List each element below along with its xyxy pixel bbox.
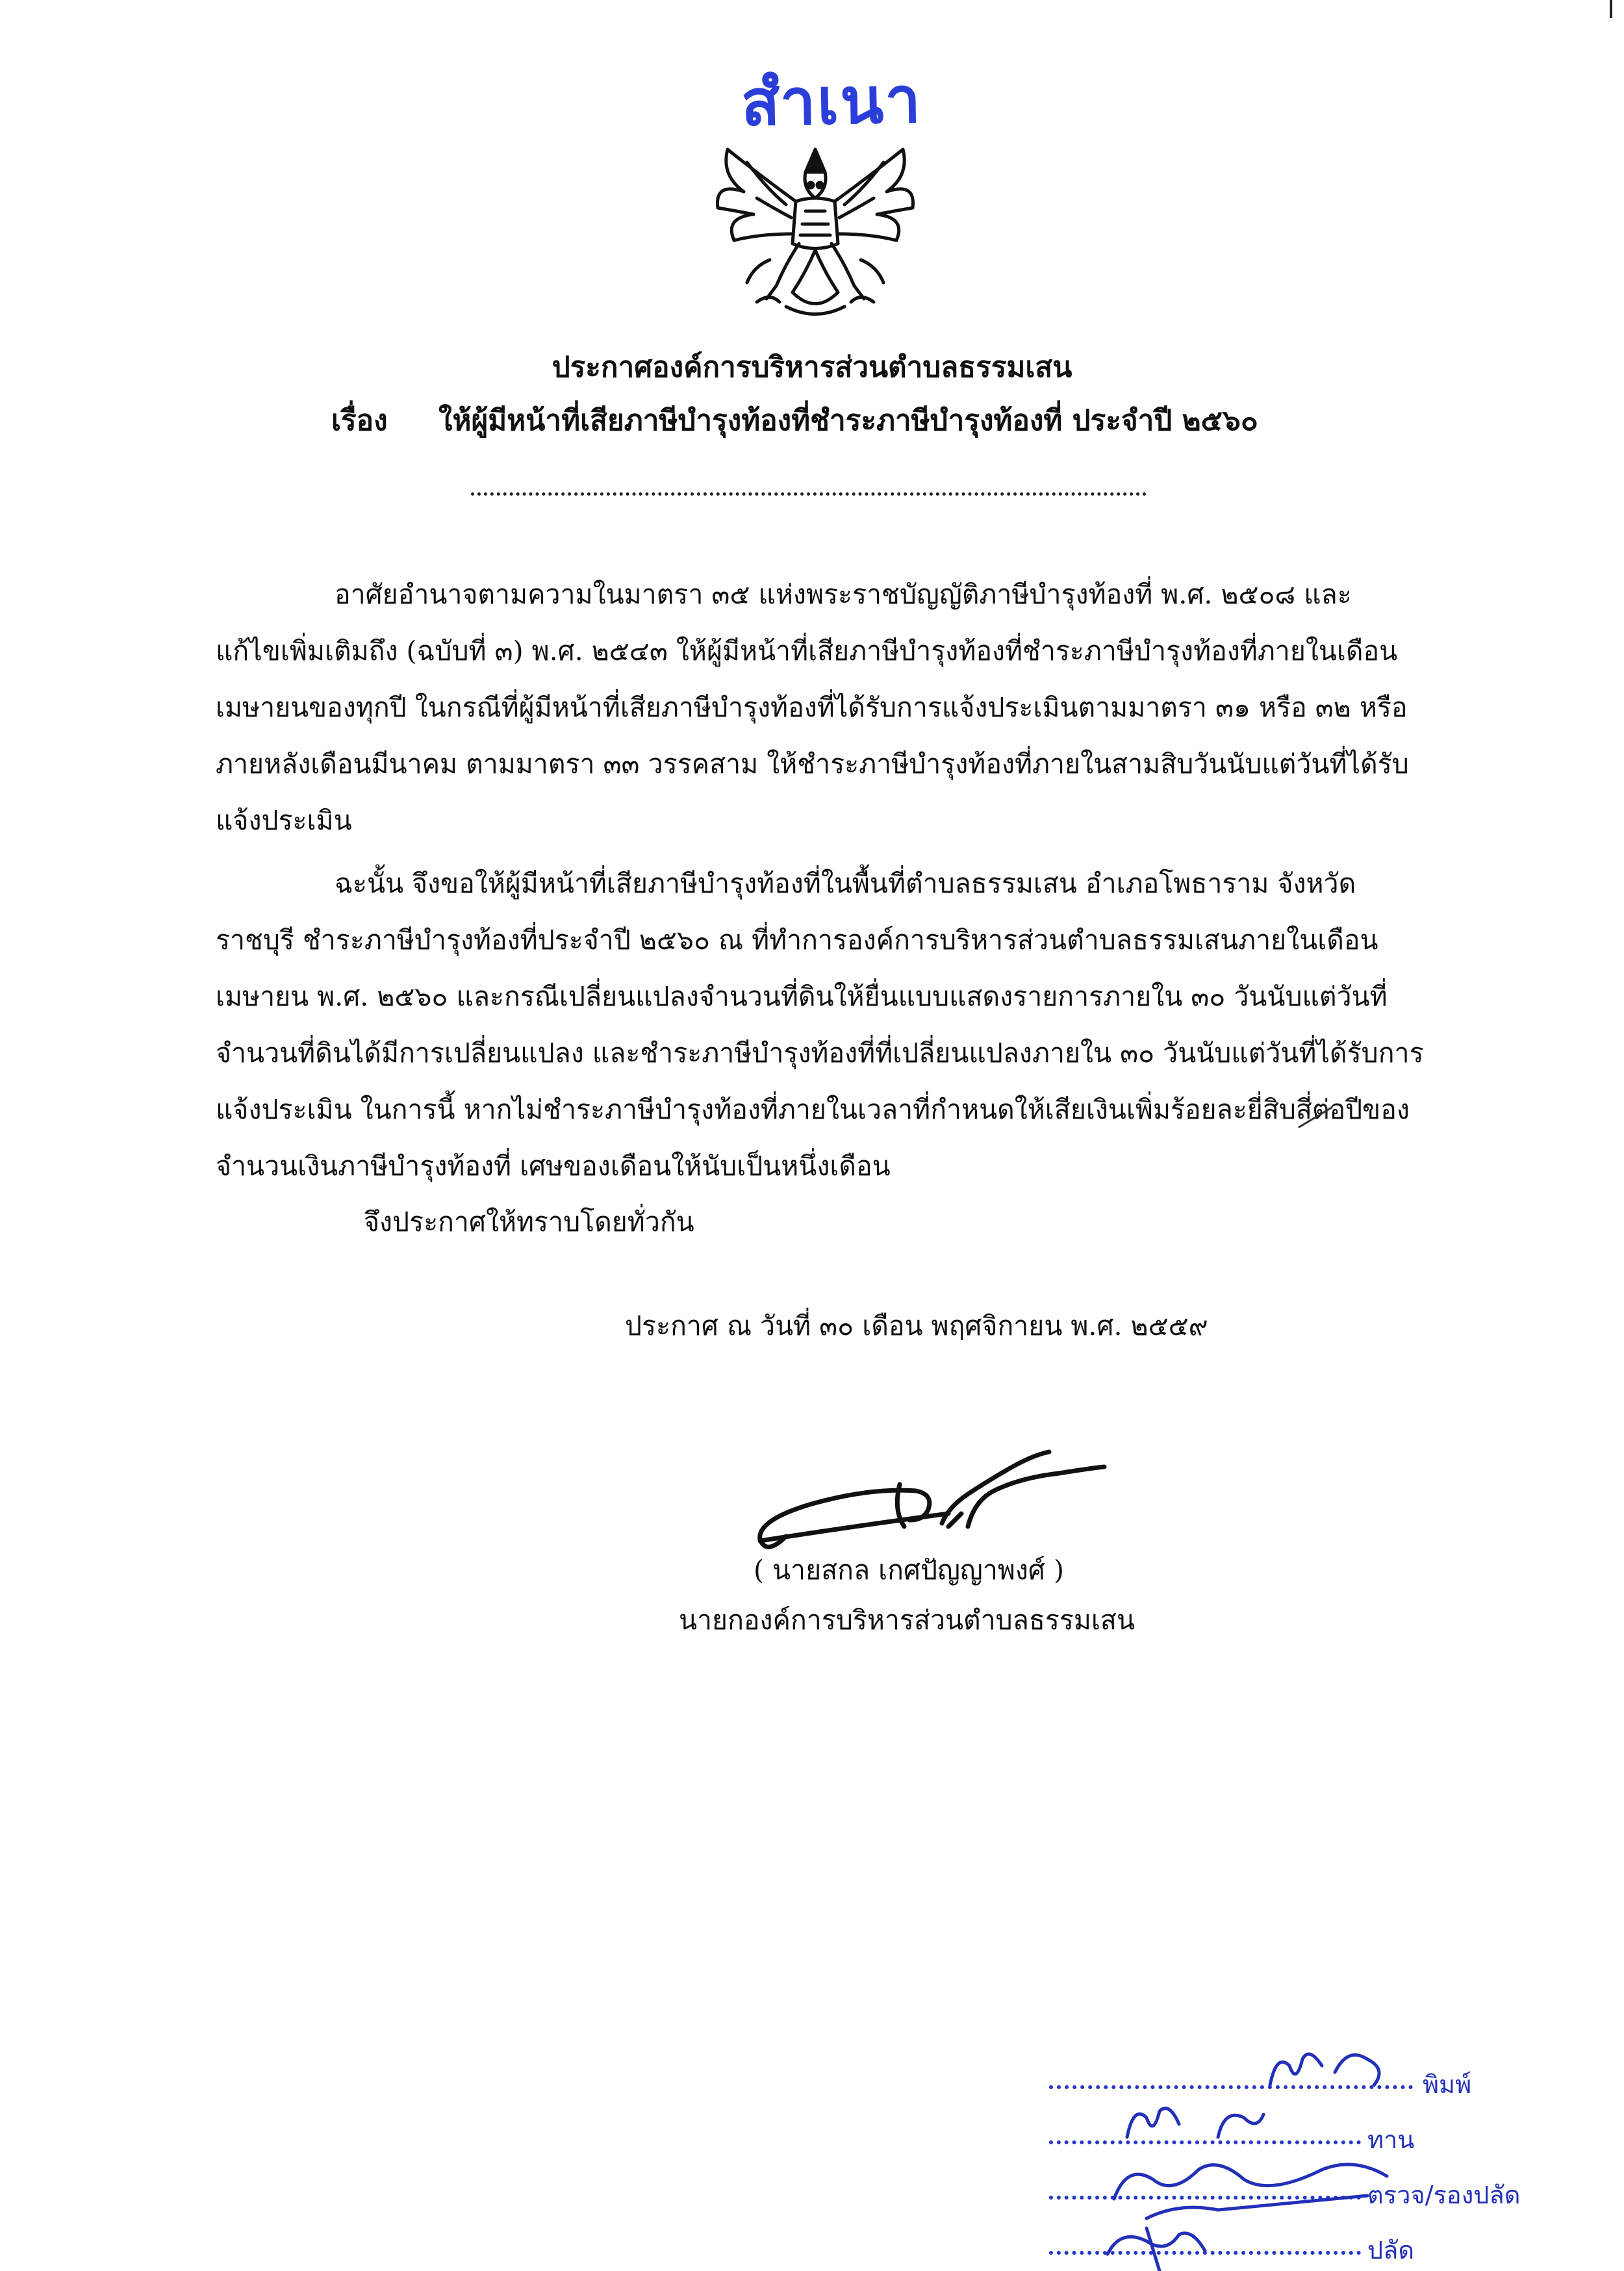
signatory-position: นายกองค์การบริหารส่วนตำบลธรรมเสน — [679, 1605, 1135, 1636]
routing-label: ปลัด — [1367, 2236, 1415, 2265]
pen-tick-mark — [1296, 1104, 1335, 1130]
routing-label: พิมพ์ — [1423, 2070, 1472, 2099]
paragraph-line: แก้ไขเพิ่มเติมถึง (ฉบับที่ ๓) พ.ศ. ๒๕๔๓ ให้ผู้มีหน้าที่เสียภาษีบำรุงท้องที่ชำระภาษีบำรุงท้องที่ภายในเดือน — [216, 635, 1398, 666]
announcement-title: ประกาศองค์การบริหารส่วนตำบลธรรมเสน — [552, 351, 1072, 384]
garuda-emblem-icon — [708, 136, 922, 325]
paragraph-1 — [216, 623, 1409, 849]
routing-label: ตรวจ/รองปลัด — [1367, 2181, 1521, 2209]
dotted-separator — [471, 492, 1147, 496]
paragraph-line: จำนวนเงินภาษีบำรุงท้องที่ เศษของเดือนให้นับเป็นหนึ่งเดือน — [216, 1150, 891, 1182]
paragraph-1-first-line — [335, 566, 1352, 623]
paragraph-2 — [216, 912, 1424, 1195]
paragraph-line: แจ้งประเมิน — [216, 805, 352, 836]
routing-initials-block — [1049, 2040, 1543, 2271]
closing-statement — [364, 1194, 694, 1250]
paragraph-line: เมษายน พ.ศ. ๒๕๖๐ และกรณีเปลี่ยนแปลงจำนวนที่ดินให้ยื่นแบบแสดงรายการภายใน ๓๐ วันนับแต่วันที่ — [216, 981, 1388, 1012]
paragraph-2-first-line — [335, 856, 1356, 912]
closing-line: จึงประกาศให้ทราบโดยทั่วกัน — [364, 1206, 694, 1237]
signatory-name: ( นายสกล เกศปัญญาพงศ์ ) — [754, 1554, 1064, 1586]
edge-mark — [1610, 0, 1612, 18]
paragraph-line: ฉะนั้น จึงขอให้ผู้มีหน้าที่เสียภาษีบำรุงท้องที่ในพื้นที่ตำบลธรรมเสน อำเภอโพธาราม จังหวัด — [335, 868, 1356, 899]
handwritten-signature — [754, 1429, 1117, 1566]
copy-stamp: สำเนา — [740, 63, 923, 141]
paragraph-line: อาศัยอำนาจตามความในมาตรา ๓๕ แห่งพระราชบัญญัติภาษีบำรุงท้องที่ พ.ศ. ๒๕๐๘ และ — [335, 579, 1352, 610]
routing-initials-scribbles — [1049, 2040, 1543, 2271]
announcement-date — [625, 1298, 1208, 1354]
paragraph-line: ภายหลังเดือนมีนาคม ตามมาตรา ๓๓ วรรคสาม ให้ชำระภาษีบำรุงท้องที่ภายในสามสิบวันนับแต่วันที่ได้รับ — [216, 748, 1409, 780]
paragraph-line: เมษายนของทุกปี ในกรณีที่ผู้มีหน้าที่เสียภาษีบำรุงท้องที่ได้รับการแจ้งประเมินตามมาตรา ๓๑ หรือ ๓๒ หรือ — [216, 692, 1408, 723]
subject-label: เรื่อง — [331, 404, 388, 437]
paragraph-line: แจ้งประเมิน ในการนี้ หากไม่ชำระภาษีบำรุงท้องที่ภายในเวลาที่กำหนดให้เสียเงินเพิ่มร้อยละยี่สิบสี่ต่อปีของ — [216, 1094, 1410, 1125]
date-line: ประกาศ ณ วันที่ ๓๐ เดือน พฤศจิกายน พ.ศ. ๒๕๕๙ — [625, 1310, 1208, 1341]
subject-text: ให้ผู้มีหน้าที่เสียภาษีบำรุงท้องที่ชำระภาษีบำรุงท้องที่ ประจำปี ๒๕๖๐ — [438, 404, 1258, 437]
routing-label: ทาน — [1367, 2125, 1415, 2154]
paragraph-line: จำนวนที่ดินได้มีการเปลี่ยนแปลง และชำระภาษีบำรุงท้องที่ที่เปลี่ยนแปลงภายใน ๓๐ วันนับแต่วันที่ได้รับการ — [216, 1037, 1424, 1069]
paragraph-line: ราชบุรี ชำระภาษีบำรุงท้องที่ประจำปี ๒๕๖๐ ณ ที่ทำการองค์การบริหารส่วนตำบลธรรมเสนภายในเดือน — [216, 924, 1378, 956]
